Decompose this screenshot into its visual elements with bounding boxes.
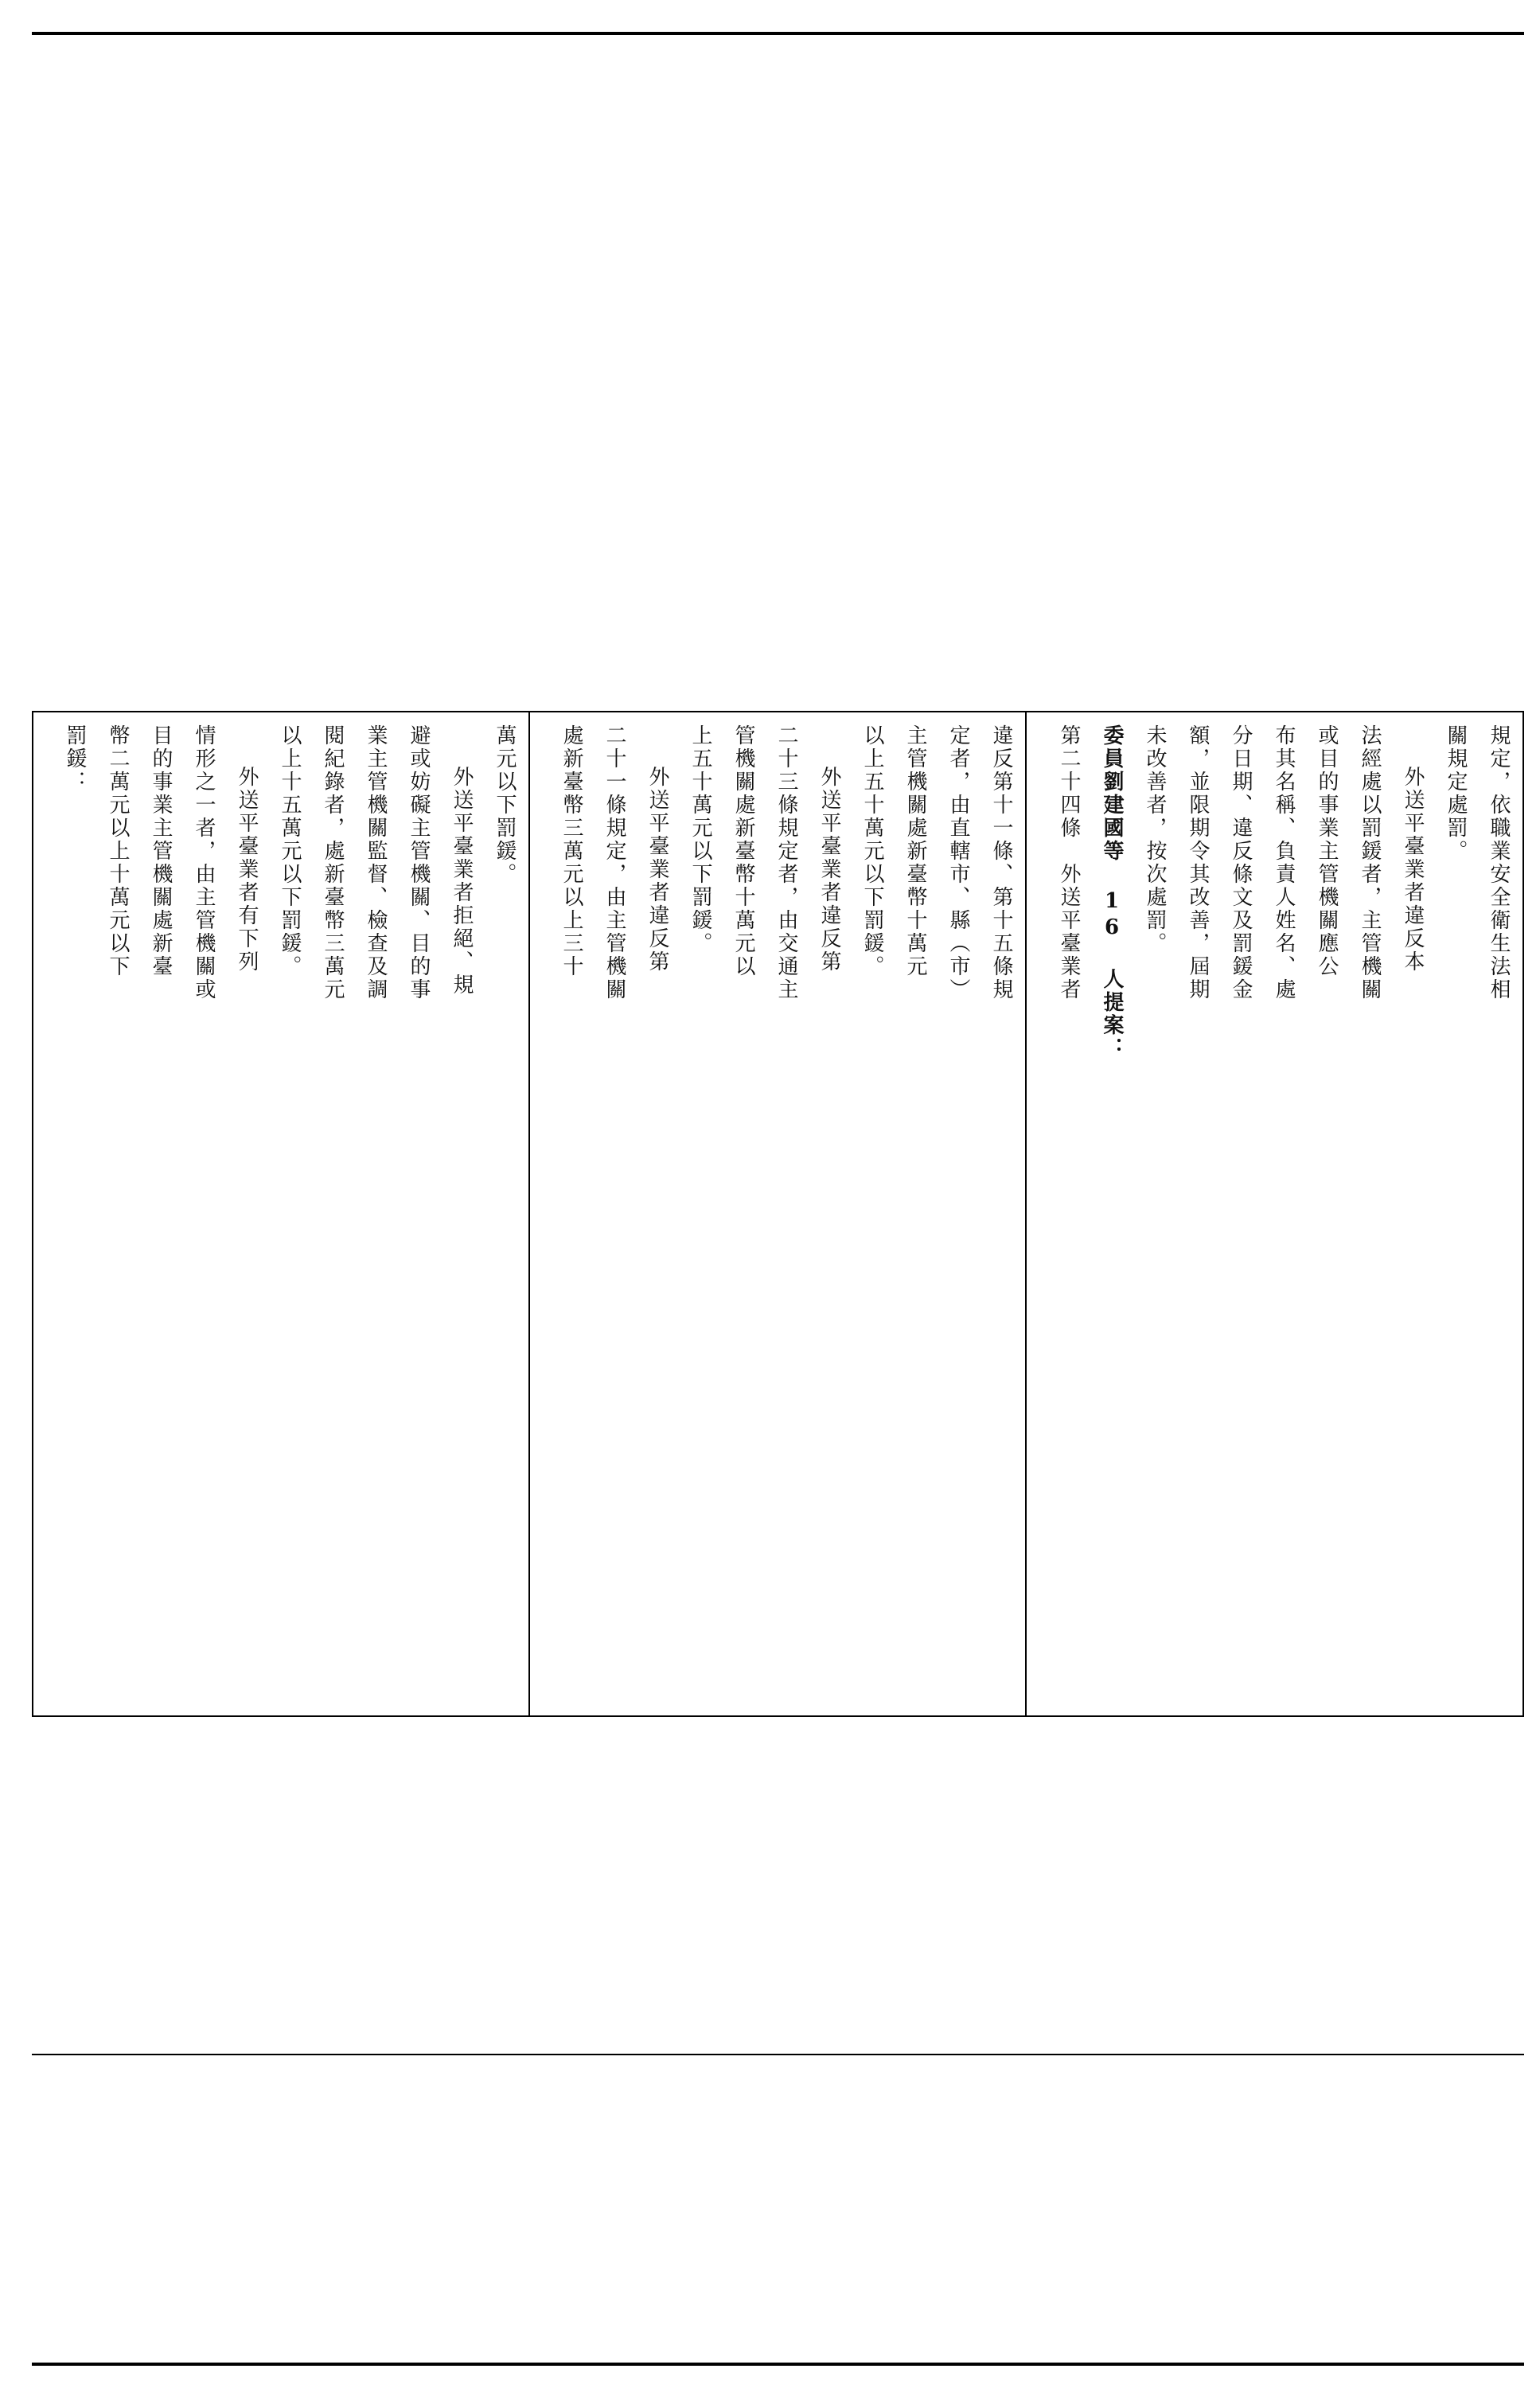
- text-line-16: 外送平臺業者違反第: [817, 766, 841, 974]
- text-line-27: 閱紀錄者，處新臺幣三萬元: [321, 724, 345, 1001]
- text-line-14: 主管機關處新臺幣十萬元: [903, 724, 927, 978]
- text-line-23: 萬元以下罰鍰。: [493, 724, 517, 886]
- proposal-heading: 委員劉建國等 16 人提案：: [1100, 724, 1124, 1060]
- text-line-32: 幣二萬元以上十萬元以下: [106, 724, 130, 978]
- text-line-33: 罰鍰：: [63, 724, 87, 794]
- text-line-29: 外送平臺業者有下列: [235, 766, 259, 974]
- text-line-2: 關規定處罰。: [1444, 724, 1468, 863]
- text-line-24: 外送平臺業者拒絕、規: [450, 766, 474, 997]
- text-line-22: 處新臺幣三萬元以上三十: [559, 724, 583, 978]
- bottom-rule: [32, 2363, 1524, 2366]
- top-rule: [32, 32, 1524, 35]
- text-line-31: 目的事業主管機關處新臺: [149, 724, 173, 978]
- text-line-5: 或目的事業主管機關應公: [1315, 724, 1339, 978]
- text-line-25: 避或妨礙主管機關、目的事: [407, 724, 431, 1001]
- text-line-9: 未改善者，按次處罰。: [1143, 724, 1167, 955]
- text-line-1: 規定，依職業安全衛生法相: [1487, 724, 1511, 1001]
- text-line-7: 分日期、違反條文及罰鍰金: [1229, 724, 1253, 1001]
- column-divider-right: [1025, 711, 1027, 1715]
- text-line-30: 情形之一者，由主管機關或: [192, 724, 216, 1001]
- column-divider-middle: [528, 711, 530, 1715]
- column-divider-left: [32, 711, 33, 1715]
- text-line-19: 上五十萬元以下罰鍰。: [688, 724, 712, 955]
- text-line-20: 外送平臺業者違反第: [645, 766, 669, 974]
- text-line-3: 外送平臺業者違反本: [1401, 766, 1425, 974]
- text-line-4: 法經處以罰鍰者，主管機關: [1358, 724, 1382, 1001]
- text-line-8: 額，並限期令其改善，屆期: [1186, 724, 1210, 1001]
- text-line-17: 二十三條規定者，由交通主: [774, 724, 798, 1001]
- text-line-26: 業主管機關監督、檢查及調: [364, 724, 388, 1001]
- lower-rule: [32, 2054, 1524, 2055]
- text-line-28: 以上十五萬元以下罰鍰。: [278, 724, 302, 978]
- text-line-13: 定者，由直轄市、縣（市）: [946, 724, 970, 1001]
- text-line-18: 管機關處新臺幣十萬元以: [731, 724, 755, 978]
- column-divider-edge: [1522, 711, 1524, 1715]
- text-line-12: 違反第十一條、第十五條規: [989, 724, 1013, 1001]
- table-top-border: [32, 711, 1524, 712]
- text-line-6: 布其名稱、負責人姓名、處: [1272, 724, 1296, 1001]
- text-line-21: 二十一條規定，由主管機關: [602, 724, 626, 1001]
- text-line-15: 以上五十萬元以下罰鍰。: [860, 724, 884, 978]
- text-line-11: 第二十四條 外送平臺業者: [1057, 724, 1081, 1001]
